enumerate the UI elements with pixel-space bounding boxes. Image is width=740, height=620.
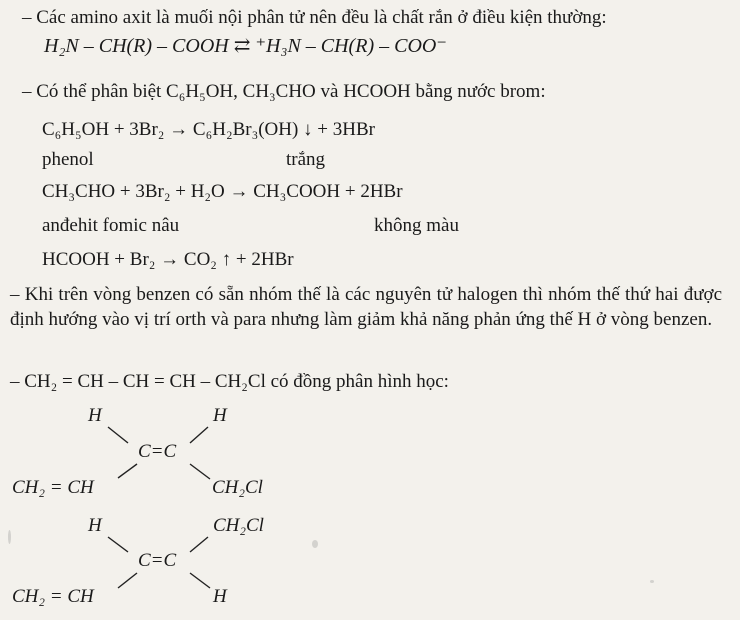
label-white-precipitate: trắng [286, 149, 326, 170]
label-colorless: không màu [374, 215, 459, 236]
equation-formic-acid: HCOOH + Br₂ → CO₂ ↑ + 2HBr [42, 249, 294, 270]
label-phenol: phenol [42, 149, 94, 170]
isomer1-top-left: H [88, 405, 102, 426]
paragraph-amino-acids: – Các amino axit là muối nội phân tử nên đều là chất rắn ở điều kiện thường: [22, 7, 607, 28]
isomer1-bond-bottom-right [190, 464, 210, 479]
isomer2-bond-top-left [108, 537, 128, 552]
isomer1-bottom-right: CH₂Cl [212, 477, 263, 498]
paragraph-geometric-isomers: – CH₂ = CH – CH = CH – CH₂Cl có đồng phân hình học: [10, 371, 449, 392]
isomer1-bond-bottom-left [118, 464, 137, 478]
paragraph-halogen-benzene: – Khi trên vòng benzen có sẵn nhóm thế là các nguyên tử halogen thì nhóm thế thứ hai được định hướng vào vị trí orth và para nhưng làm giảm khả năng phản ứng thế H ở vòng benzen. [10, 284, 722, 330]
paper-speck [650, 580, 654, 583]
isomer2-bond-bottom-right [190, 573, 210, 588]
equation-phenol: C₆H₅OH + 3Br₂ → C₆H₂Br₃(OH) ↓ + 3HBr [42, 119, 375, 140]
paragraph-bromine-test: – Có thể phân biệt C₆H₅OH, CH₃CHO và HCOOH bằng nước brom: [22, 81, 546, 102]
isomer2-top-left: H [88, 515, 102, 536]
isomer2-bottom-right: H [213, 586, 227, 607]
isomer1-bottom-left: CH₂ = CH [12, 477, 94, 498]
label-aldehyde-brown: anđehit fomic nâu [42, 215, 180, 236]
paper-speck [8, 530, 11, 544]
equation-zwitterion: H₂N – CH(R) – COOH ⇄ ⁺H₃N – CH(R) – COO⁻ [44, 35, 447, 57]
isomer1-top-right: H [213, 405, 227, 426]
paper-speck [312, 540, 318, 548]
isomer1-bond-top-right [190, 427, 208, 443]
isomer2-bond-top-right [190, 537, 208, 552]
isomer2-top-right: CH₂Cl [213, 515, 264, 536]
isomer1-double-bond: C=C [138, 441, 177, 462]
isomer1-bond-top-left [108, 427, 128, 443]
equation-aldehyde: CH₃CHO + 3Br₂ + H₂O → CH₃COOH + 2HBr [42, 181, 403, 202]
isomer2-double-bond: C=C [138, 550, 177, 571]
isomer2-bottom-left: CH₂ = CH [12, 586, 94, 607]
isomer2-bond-bottom-left [118, 573, 137, 588]
